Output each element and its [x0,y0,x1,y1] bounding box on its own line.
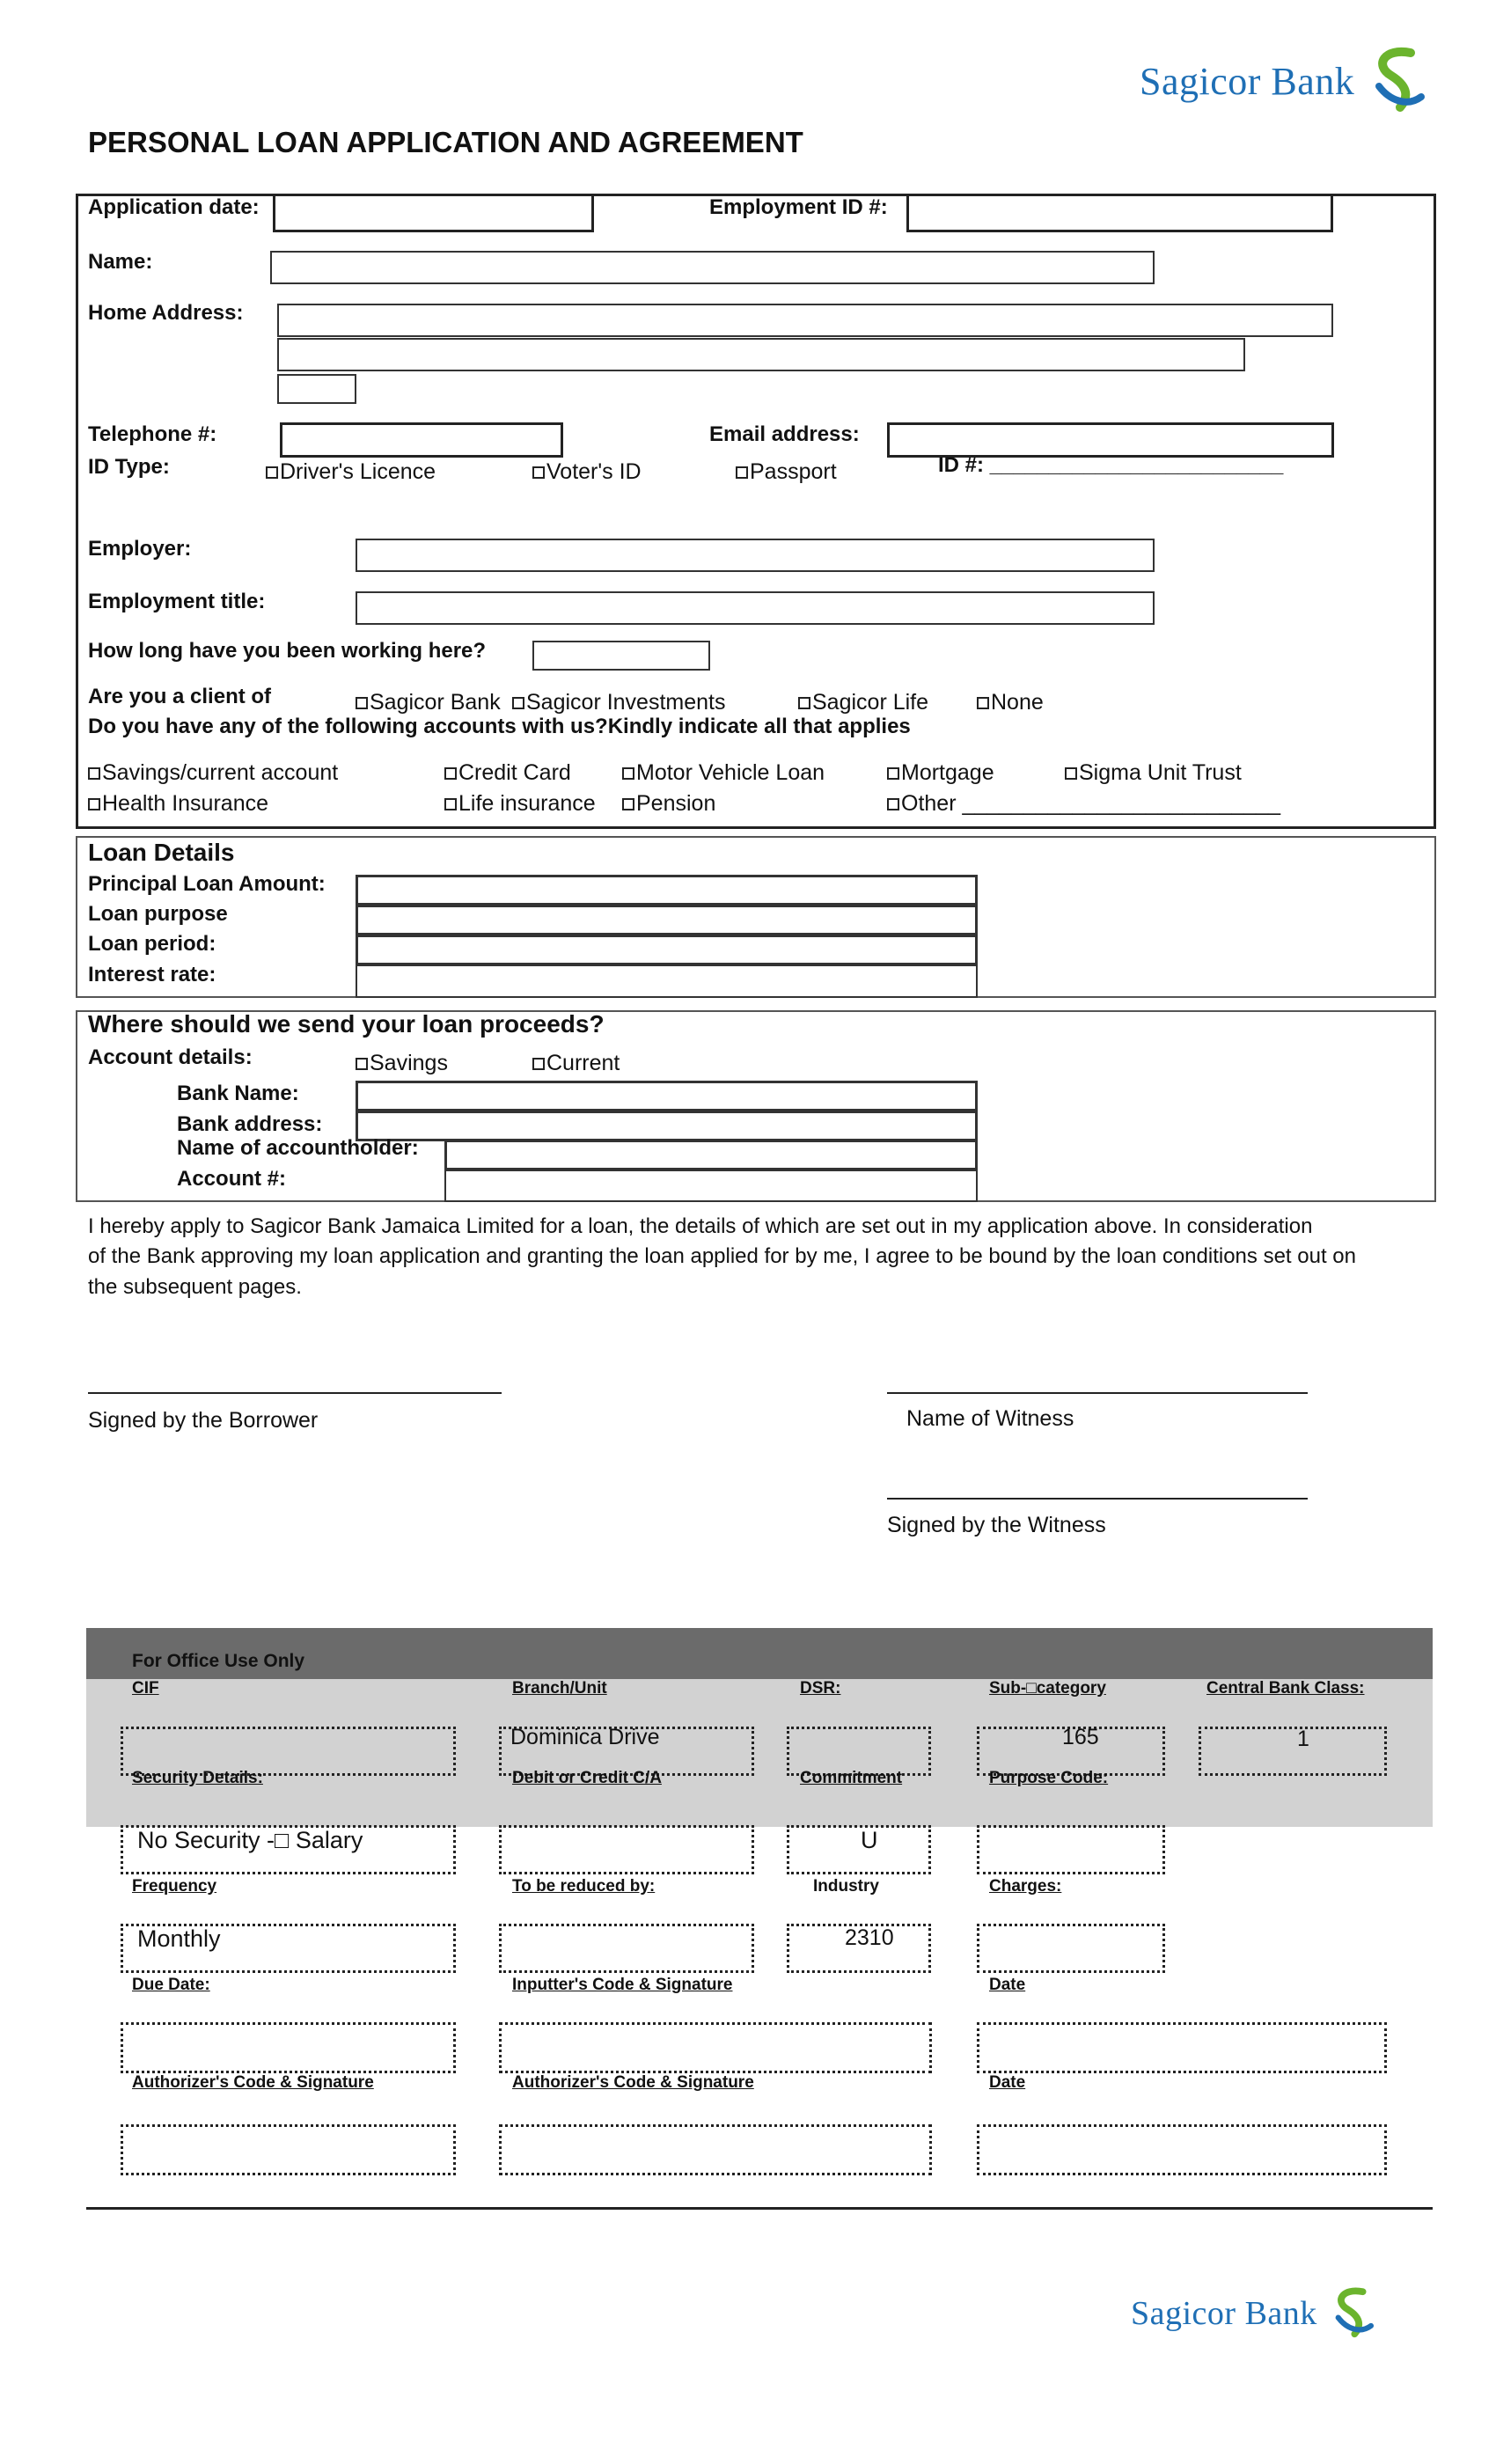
form-title: PERSONAL LOAN APPLICATION AND AGREEMENT [88,126,803,158]
bank-name-field[interactable] [356,1081,978,1111]
checkbox-icon [444,798,457,810]
employer-label: Employer: [88,537,192,561]
id-type-passport[interactable]: Passport [736,459,837,485]
application-date-field[interactable] [273,194,594,232]
account-life-insurance[interactable]: Life insurance [444,791,596,817]
checkbox-icon [622,767,634,780]
account-holder-label: Name of accountholder: [177,1136,419,1160]
telephone-field[interactable] [280,422,563,458]
checkbox-icon [444,767,457,780]
employment-title-field[interactable] [356,591,1155,625]
checkbox-icon [356,697,368,709]
checkbox-icon [736,466,748,479]
loan-purpose-label: Loan purpose [88,902,228,926]
checkbox-icon [887,767,899,780]
commitment-field[interactable] [787,1825,931,1874]
checkbox-icon [266,466,278,479]
brand-logo-bottom [1131,2286,1379,2341]
branch-label: Branch/Unit [512,1679,607,1698]
client-sagicor-life[interactable]: Sagicor Life [798,690,928,715]
authorizer-label-2: Authorizer's Code & Signature [512,2073,754,2092]
central-bank-label: Central Bank Class: [1206,1679,1365,1698]
brand-wordmark-bottom: Sagicor Bank [1131,2295,1317,2332]
commitment-value: U [861,1827,878,1853]
email-field[interactable] [887,422,1334,458]
borrower-signature-label: Signed by the Borrower [88,1408,319,1433]
telephone-label: Telephone #: [88,422,217,446]
checkbox-icon [1065,767,1077,780]
central-bank-field[interactable] [1199,1727,1387,1776]
client-sagicor-bank[interactable]: Sagicor Bank [356,690,501,715]
client-none[interactable]: None [977,690,1044,715]
authorizer-field-1[interactable] [121,2124,456,2175]
account-credit-card[interactable]: Credit Card [444,760,571,786]
declaration-line-2: of the Bank approving my loan application and granting the loan applied for by me, I agree to be bound by the loan conditions set out on [88,1244,1356,1268]
commitment-label: Commitment [800,1769,903,1787]
checkbox-icon [887,798,899,810]
declaration-line-3: the subsequent pages. [88,1275,302,1299]
date-field-1[interactable] [977,2022,1387,2073]
account-other[interactable]: Other __________________________ [887,791,1280,817]
witness-signature-line[interactable] [887,1498,1308,1500]
email-label: Email address: [709,422,860,446]
proceeds-savings[interactable]: Savings [356,1051,448,1076]
id-number-label: ID #: _________________________ [938,453,1284,477]
loan-period-label: Loan period: [88,932,216,956]
authorizer-field-2[interactable] [499,2124,932,2175]
account-details-label: Account details: [88,1045,253,1069]
sub-category-value: 165 [1062,1725,1099,1749]
security-details-label: Security Details: [132,1769,263,1787]
office-use-bottom-rule [86,2207,1433,2210]
client-of-label: Are you a client of [88,685,272,708]
principal-field[interactable] [356,875,978,906]
home-address-line3[interactable] [277,374,356,404]
debit-credit-label: Debit or Credit C/A [512,1769,662,1787]
checkbox-icon [798,697,810,709]
account-sigma-unit-trust[interactable]: Sigma Unit Trust [1065,760,1242,786]
checkbox-icon [532,466,545,479]
office-use-heading: For Office Use Only [132,1651,305,1671]
date-field-2[interactable] [977,2124,1387,2175]
employment-title-label: Employment title: [88,590,266,613]
account-motor-vehicle-loan[interactable]: Motor Vehicle Loan [622,760,825,786]
charges-label: Charges: [989,1877,1062,1896]
id-type-voters-id[interactable]: Voter's ID [532,459,642,485]
account-number-field[interactable] [444,1170,978,1202]
interest-rate-label: Interest rate: [88,963,216,986]
checkbox-icon [88,767,100,780]
account-mortgage[interactable]: Mortgage [887,760,994,786]
id-type-drivers-licence[interactable]: Driver's Licence [266,459,436,485]
checkbox-icon [512,697,524,709]
brand-wordmark: Sagicor Bank [1140,59,1355,103]
purpose-code-field[interactable] [977,1825,1165,1874]
witness-signature-label: Signed by the Witness [887,1513,1106,1537]
home-address-line1[interactable] [277,304,1333,337]
borrower-signature-line[interactable] [88,1392,502,1394]
application-date-label: Application date: [88,195,260,219]
witness-name-line[interactable] [887,1392,1308,1394]
authorizer-label-1: Authorizer's Code & Signature [132,2073,374,2092]
proceeds-heading: Where should we send your loan proceeds? [88,1010,605,1038]
brand-logo-top [1140,46,1428,116]
loan-period-field[interactable] [356,935,978,965]
frequency-value: Monthly [137,1925,221,1952]
checkbox-icon [622,798,634,810]
checkbox-icon [88,798,100,810]
bank-name-label: Bank Name: [177,1082,299,1105]
name-field[interactable] [270,251,1155,284]
due-date-field[interactable] [121,2022,456,2073]
loan-purpose-field[interactable] [356,905,978,935]
bank-address-label: Bank address: [177,1112,323,1136]
sagicor-swoosh-icon [1326,2286,1379,2341]
sub-category-label: Sub-□category [989,1679,1106,1698]
checkbox-icon [356,1058,368,1070]
to-be-reduced-field[interactable] [499,1924,754,1973]
checkbox-icon [532,1058,545,1070]
due-date-label: Due Date: [132,1976,210,1994]
account-holder-field[interactable] [444,1140,978,1170]
loan-details-heading: Loan Details [88,839,235,866]
account-pension[interactable]: Pension [622,791,715,817]
inputter-label: Inputter's Code & Signature [512,1976,733,1994]
client-sagicor-investments[interactable]: Sagicor Investments [512,690,726,715]
name-label: Name: [88,250,153,274]
principal-label: Principal Loan Amount: [88,872,326,896]
purpose-code-label: Purpose Code: [989,1769,1109,1787]
interest-rate-field[interactable] [356,964,978,998]
frequency-label: Frequency [132,1877,217,1896]
employment-id-label: Employment ID #: [709,195,888,219]
home-address-label: Home Address: [88,301,244,325]
declaration-line-1: I hereby apply to Sagicor Bank Jamaica Limited for a loan, the details of which are set out in my application above. In consideration [88,1214,1313,1238]
sagicor-swoosh-icon [1367,46,1428,116]
date-label-1: Date [989,1976,1026,1994]
central-bank-value: 1 [1297,1727,1309,1751]
inputter-field[interactable] [499,2022,932,2073]
home-address-line2[interactable] [277,338,1245,371]
account-health-insurance[interactable]: Health Insurance [88,791,268,817]
security-details-value: No Security -□ Salary [137,1827,363,1853]
witness-name-label: Name of Witness [906,1406,1074,1431]
accounts-question: Do you have any of the following accounts with us?Kindly indicate all that applies [88,715,911,738]
dsr-label: DSR: [800,1679,841,1698]
account-number-label: Account #: [177,1167,287,1191]
account-savings-current[interactable]: Savings/current account [88,760,338,786]
date-label-2: Date [989,2073,1026,2092]
industry-label: Industry [813,1877,879,1896]
checkbox-icon [977,697,989,709]
charges-field[interactable] [977,1924,1165,1973]
debit-credit-field[interactable] [499,1825,754,1874]
id-type-label: ID Type: [88,455,170,479]
employer-field[interactable] [356,539,1155,572]
to-be-reduced-label: To be reduced by: [512,1877,656,1896]
bank-address-field[interactable] [356,1111,978,1141]
industry-value: 2310 [845,1925,894,1950]
branch-value: Dominica Drive [510,1725,660,1749]
how-long-field[interactable] [532,641,710,671]
proceeds-current[interactable]: Current [532,1051,620,1076]
employment-id-field[interactable] [906,194,1333,232]
how-long-label: How long have you been working here? [88,639,487,663]
cif-label: CIF [132,1679,159,1698]
